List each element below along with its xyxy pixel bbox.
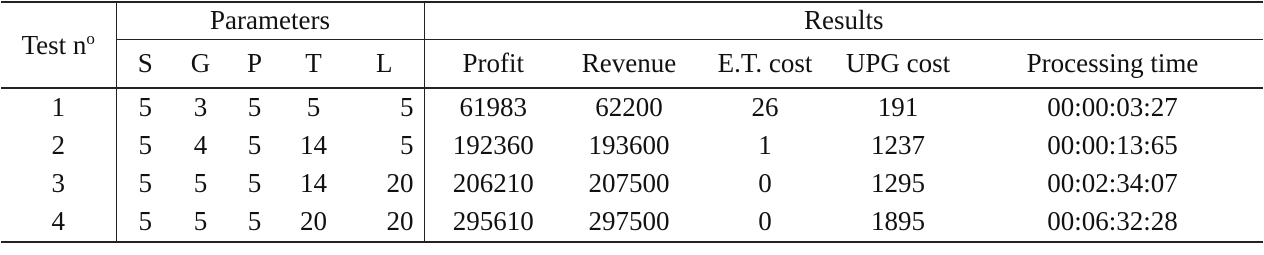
result-column-header: UPG cost <box>845 47 951 78</box>
table-body <box>1 88 1263 242</box>
result-cell: 00:02:34:07 <box>1047 167 1178 198</box>
results-group-header: Results <box>424 2 1263 39</box>
param-cell: 5 <box>306 92 321 122</box>
table-row <box>1 164 1263 202</box>
results-table <box>1 1 1263 243</box>
param-cell: 5 <box>193 167 208 198</box>
param-column-header: G <box>190 47 211 78</box>
param-column-header: S <box>137 47 153 78</box>
param-cell: 3 <box>193 92 208 122</box>
param-cell: 14 <box>300 167 327 198</box>
result-cell: 1 <box>758 129 772 160</box>
result-cell: 00:00:03:27 <box>1047 92 1178 122</box>
result-cell: 193600 <box>588 129 670 160</box>
result-cell: 00:06:32:28 <box>962 202 1263 242</box>
result-column-header: Revenue <box>581 47 677 78</box>
result-cell: 26 <box>751 92 779 122</box>
param-cell: 5 <box>138 92 152 122</box>
result-cell: 0 <box>758 167 772 198</box>
table-header <box>1 2 1263 88</box>
result-cell: 0 <box>696 202 834 242</box>
test-number-cell: 3 <box>1 164 116 202</box>
param-cell: 5 <box>227 202 282 242</box>
test-number-header-superscript: o <box>86 28 95 48</box>
result-cell: 207500 <box>588 167 670 198</box>
result-column-header: E.T. cost <box>717 47 813 78</box>
param-column-header: T <box>305 47 322 78</box>
test-number-header-label: Test n <box>21 29 87 60</box>
table-row <box>1 202 1263 242</box>
test-number-header <box>1 2 116 88</box>
param-cell: 20 <box>345 202 424 242</box>
result-cell: 00:00:13:65 <box>1047 129 1178 160</box>
table-row <box>1 126 1263 164</box>
param-cell: 20 <box>345 164 424 202</box>
test-number-cell: 2 <box>1 126 116 164</box>
result-column-header: Processing time <box>1026 47 1199 78</box>
result-cell: 62200 <box>595 92 663 122</box>
result-cell: 1895 <box>834 202 962 242</box>
param-cell: 5 <box>247 167 262 198</box>
table-row <box>1 88 1263 126</box>
param-cell: 5 <box>247 92 262 122</box>
param-cell: 4 <box>193 129 208 160</box>
param-column-header: L <box>345 39 424 88</box>
result-column-header: Profit <box>462 47 525 78</box>
test-number-cell: 4 <box>1 202 116 242</box>
param-cell: 5 <box>247 129 262 160</box>
test-number-cell: 1 <box>1 88 116 126</box>
result-cell: 1295 <box>871 167 926 198</box>
param-cell: 5 <box>138 167 152 198</box>
result-cell: 206210 <box>452 167 534 198</box>
param-cell: 5 <box>138 129 152 160</box>
param-cell: 5 <box>345 88 424 126</box>
param-cell: 14 <box>300 129 327 160</box>
param-cell: 5 <box>345 126 424 164</box>
result-cell: 61983 <box>459 92 528 122</box>
result-cell: 191 <box>877 92 919 122</box>
parameters-group-header: Parameters <box>116 2 424 39</box>
param-cell: 20 <box>282 202 345 242</box>
param-column-header: P <box>246 47 263 78</box>
result-cell: 297500 <box>562 202 696 242</box>
param-cell: 5 <box>116 202 174 242</box>
param-cell: 5 <box>174 202 227 242</box>
result-cell: 295610 <box>424 202 562 242</box>
result-cell: 1237 <box>871 129 926 160</box>
result-cell: 192360 <box>452 129 534 160</box>
